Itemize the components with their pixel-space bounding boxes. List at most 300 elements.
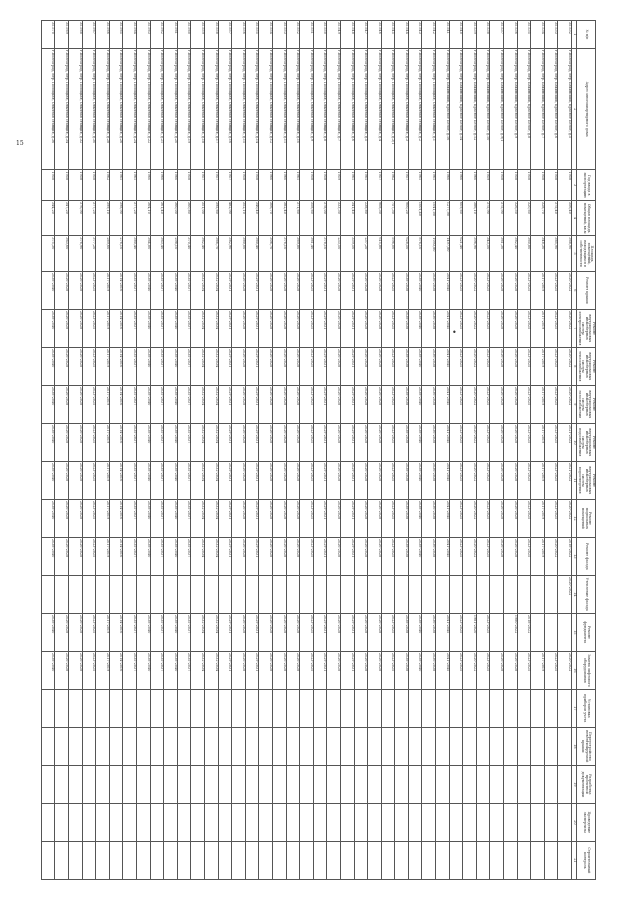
- period-cell: 2023-2025: [476, 385, 490, 423]
- period-cell: 2035-2037: [177, 461, 191, 499]
- period-cell: 2029-2031: [245, 613, 259, 651]
- owned-area-cell: 361,40: [300, 236, 314, 271]
- period-cell: 2026-2028: [272, 537, 286, 575]
- period-cell: [517, 841, 531, 879]
- address-cell: г.Волгоград, пер. Бакинский, Красное Белое, д.6: [544, 48, 558, 170]
- period-cell: 2026-2028: [259, 613, 273, 651]
- table-row: [41, 21, 55, 880]
- period-cell: [408, 689, 422, 727]
- period-cell: [55, 689, 69, 727]
- owned-area-cell: 360,80: [517, 236, 531, 271]
- period-cell: [354, 765, 368, 803]
- period-cell: [41, 689, 55, 727]
- column-header: Разработка проектной документации: [577, 765, 596, 803]
- area-cell: 908,30: [368, 200, 382, 235]
- owned-area-cell: 376,10: [272, 236, 286, 271]
- period-cell: 2029-2031: [340, 385, 354, 423]
- period-cell: [476, 803, 490, 841]
- period-cell: 2026-2028: [69, 385, 83, 423]
- period-cell: 2026-2028: [55, 309, 69, 347]
- period-cell: [436, 689, 450, 727]
- area-cell: 375,90: [490, 200, 504, 235]
- period-cell: [558, 613, 572, 651]
- period-cell: 2026-2028: [55, 613, 69, 651]
- owned-area-cell: 382,40: [504, 236, 518, 271]
- period-cell: 2032-2034: [191, 613, 205, 651]
- year-cell: 1958: [504, 170, 518, 200]
- period-cell: 2021-2022: [558, 423, 572, 461]
- period-cell: 2038-2040: [137, 499, 151, 537]
- table-row: [150, 21, 164, 880]
- period-cell: [449, 841, 463, 879]
- table-row: [109, 21, 123, 880]
- address-cell: г.Волгоград, пер. Полоцкая, Опытная станция, д.15: [232, 48, 246, 170]
- area-cell: 382,40: [272, 200, 286, 235]
- period-cell: [531, 689, 545, 727]
- period-cell: 2032-2034: [205, 423, 219, 461]
- period-cell: 2026-2028: [368, 537, 382, 575]
- period-cell: 2023-2025: [476, 651, 490, 689]
- address-cell: г.Волгоград, пер. Полоцкая, Опытная станция, д.1: [422, 48, 436, 170]
- period-cell: [408, 841, 422, 879]
- period-cell: 2023-2025: [381, 499, 395, 537]
- period-cell: 2035-2037: [150, 309, 164, 347]
- area-cell: 358,60: [300, 200, 314, 235]
- period-cell: 2026-2028: [272, 347, 286, 385]
- table-row: [408, 21, 422, 880]
- area-cell: 341,40: [340, 200, 354, 235]
- year-cell: 1957: [218, 170, 232, 200]
- area-cell: 238,80: [354, 200, 368, 235]
- year-cell: 1958: [232, 170, 246, 200]
- period-cell: 2029-2031: [340, 309, 354, 347]
- period-cell: 2038-2040: [41, 651, 55, 689]
- period-cell: 2038-2038: [395, 537, 409, 575]
- period-cell: 2036-2038: [422, 347, 436, 385]
- period-cell: [531, 803, 545, 841]
- period-cell: 2029-2031: [218, 271, 232, 309]
- column-header: Ремонт подвальных помещений: [577, 499, 596, 537]
- period-cell: [218, 841, 232, 879]
- period-cell: [381, 765, 395, 803]
- period-cell: [463, 841, 477, 879]
- period-cell: 2032-2034: [191, 385, 205, 423]
- period-cell: 2038-2038: [395, 347, 409, 385]
- period-cell: 2017-2019: [531, 423, 545, 461]
- period-cell: [517, 803, 531, 841]
- period-cell: [286, 803, 300, 841]
- period-cell: 2038-2038: [395, 385, 409, 423]
- period-cell: [327, 841, 341, 879]
- period-cell: 2026-2028: [272, 461, 286, 499]
- address-cell: г.Волгоград, пер. Полоцкая, Опытная станция, д.28: [96, 48, 110, 170]
- period-cell: [313, 575, 327, 613]
- period-cell: 2023-2025: [517, 461, 531, 499]
- period-cell: [340, 765, 354, 803]
- period-cell: 2038-2040: [164, 309, 178, 347]
- area-cell: 376,90: [69, 200, 83, 235]
- owned-area-cell: 615,80: [368, 236, 382, 271]
- period-cell: 2038-2038: [395, 461, 409, 499]
- stray-mark: •: [452, 328, 457, 337]
- area-cell: 333,30: [327, 200, 341, 235]
- period-cell: 2026-2028: [368, 461, 382, 499]
- period-cell: 2023-2025: [476, 271, 490, 309]
- year-cell: 1957: [205, 170, 219, 200]
- period-cell: 2026-2028: [232, 461, 246, 499]
- owned-area-cell: 361,30: [490, 236, 504, 271]
- row-number: 35.534: [531, 21, 545, 49]
- period-cell: 2023-2025: [517, 499, 531, 537]
- period-cell: 2014-2016: [109, 347, 123, 385]
- period-cell: 2038-2040: [408, 499, 422, 537]
- period-cell: [205, 803, 219, 841]
- period-cell: 2029-2031: [313, 309, 327, 347]
- period-cell: 2035-2037: [150, 613, 164, 651]
- period-cell: 2035-2037: [177, 613, 191, 651]
- period-cell: [313, 803, 327, 841]
- row-number: 35.552: [286, 21, 300, 49]
- period-cell: 2020-2022: [558, 271, 572, 309]
- year-cell: 1960: [164, 170, 178, 200]
- period-cell: 2035-2037: [123, 385, 137, 423]
- period-cell: 2026-2028: [272, 499, 286, 537]
- year-cell: 1961: [354, 170, 368, 200]
- column-header: Ремонт фасада: [577, 537, 596, 575]
- period-cell: 2026-2028: [490, 309, 504, 347]
- period-cell: 2023-2025: [476, 461, 490, 499]
- period-cell: 2014-2016: [109, 537, 123, 575]
- period-cell: 2026-2028: [286, 271, 300, 309]
- period-cell: 2023-2025: [82, 385, 96, 423]
- period-cell: [137, 841, 151, 879]
- period-cell: [422, 803, 436, 841]
- period-cell: 2026-2028: [490, 347, 504, 385]
- period-cell: 2023-2025: [449, 385, 463, 423]
- area-cell: 347,20: [55, 200, 69, 235]
- period-cell: [504, 689, 518, 727]
- period-cell: 2035-2037: [123, 271, 137, 309]
- period-cell: 2026-2028: [368, 651, 382, 689]
- period-cell: 2026-2028: [55, 347, 69, 385]
- period-cell: [490, 727, 504, 765]
- column-number: 16: [572, 651, 577, 689]
- area-cell: 361,40: [150, 200, 164, 235]
- row-number: 35.546: [368, 21, 382, 49]
- period-cell: [191, 689, 205, 727]
- period-cell: 2026-2028: [490, 499, 504, 537]
- period-cell: [340, 803, 354, 841]
- period-cell: [82, 841, 96, 879]
- period-cell: [55, 841, 69, 879]
- area-cell: 360,80: [177, 200, 191, 235]
- period-cell: 2023-2025: [476, 537, 490, 575]
- owned-area-cell: 396,90: [463, 236, 477, 271]
- address-cell: г.Волгоград, пер. Полоцкая, Опытная станция, д.17: [205, 48, 219, 170]
- owned-area-cell: 343,50: [476, 236, 490, 271]
- period-cell: [205, 575, 219, 613]
- area-cell: 356,40: [558, 200, 572, 235]
- year-cell: 1958: [490, 170, 504, 200]
- period-cell: [368, 803, 382, 841]
- row-number: 35.540: [449, 21, 463, 49]
- column-number: 3: [572, 170, 577, 200]
- period-cell: 2038-2040: [164, 385, 178, 423]
- period-cell: 2035-2037: [177, 385, 191, 423]
- period-cell: 2038-2040: [164, 347, 178, 385]
- period-cell: 2026-2028: [327, 613, 341, 651]
- period-cell: 2023-2025: [300, 537, 314, 575]
- column-number: 12: [572, 499, 577, 537]
- period-cell: 2038-2040: [137, 347, 151, 385]
- period-cell: 2023-2025: [82, 461, 96, 499]
- period-cell: [205, 727, 219, 765]
- period-cell: [41, 727, 55, 765]
- period-cell: [177, 765, 191, 803]
- column-number: 18: [572, 727, 577, 765]
- table-row: [245, 21, 259, 880]
- period-cell: 2014-2016: [109, 309, 123, 347]
- column-header: Ремонт внутридомовых инженерных систем теплоснабжения: [577, 347, 596, 385]
- period-cell: [232, 727, 246, 765]
- row-number: 35.560: [177, 21, 191, 49]
- period-cell: [259, 575, 273, 613]
- owned-area-cell: 621,40: [449, 236, 463, 271]
- year-cell: 1960: [272, 170, 286, 200]
- period-cell: [368, 841, 382, 879]
- period-cell: [259, 689, 273, 727]
- period-cell: [300, 765, 314, 803]
- period-cell: [463, 575, 477, 613]
- owned-area-cell: 237,20: [354, 236, 368, 271]
- period-cell: [177, 727, 191, 765]
- owned-area-cell: 596,00: [381, 236, 395, 271]
- period-cell: 2026-2028: [354, 461, 368, 499]
- address-cell: г.Волгоград, пер. Бакинский, Красное Белое, д.16: [436, 48, 450, 170]
- period-cell: [354, 841, 368, 879]
- period-cell: [55, 765, 69, 803]
- period-cell: 2026-2028: [69, 271, 83, 309]
- period-cell: [449, 765, 463, 803]
- period-cell: [41, 841, 55, 879]
- table-row: [558, 21, 572, 880]
- period-cell: 2035-2037: [123, 613, 137, 651]
- area-cell: 328,70: [531, 200, 545, 235]
- period-cell: 2026-2028: [286, 309, 300, 347]
- period-cell: 2029-2031: [313, 537, 327, 575]
- period-cell: [109, 803, 123, 841]
- column-number: 20: [572, 803, 577, 841]
- period-cell: [69, 803, 83, 841]
- column-number: 10: [572, 423, 577, 461]
- period-cell: 2038-2040: [408, 309, 422, 347]
- period-cell: 2035-2037: [123, 461, 137, 499]
- table-row: [313, 21, 327, 880]
- period-cell: [436, 765, 450, 803]
- area-cell: 900,20: [395, 200, 409, 235]
- period-cell: 2023-2025: [476, 423, 490, 461]
- period-cell: [531, 841, 545, 879]
- period-cell: [245, 689, 259, 727]
- address-cell: г.Волгоград, пер. Полоцкая, Опытная станция, д.19: [177, 48, 191, 170]
- year-cell: 1961: [109, 170, 123, 200]
- period-cell: 2036-2038: [422, 499, 436, 537]
- period-cell: [408, 575, 422, 613]
- period-cell: [354, 803, 368, 841]
- owned-area-cell: 363,60: [55, 236, 69, 271]
- address-cell: г.Волгоград, пер. Полоцкая, Опытная станция, д.3/1: [381, 48, 395, 170]
- period-cell: [422, 689, 436, 727]
- period-cell: 2041-2045: [436, 423, 450, 461]
- year-cell: 1962: [96, 170, 110, 200]
- address-cell: г.Волгоград, пер. Полоцкая, Опытная станция, д.7: [327, 48, 341, 170]
- period-cell: 2023-2025: [476, 309, 490, 347]
- period-cell: 2023-2025: [381, 537, 395, 575]
- address-cell: г.Волгоград, пер. Бакинский, Красное Белое, д.14: [449, 48, 463, 170]
- owned-area-cell: 298,10: [164, 236, 178, 271]
- period-cell: 2029-2031: [313, 651, 327, 689]
- period-cell: [395, 765, 409, 803]
- period-cell: 2026-2028: [327, 347, 341, 385]
- period-cell: [449, 689, 463, 727]
- column-number: 17: [572, 689, 577, 727]
- period-cell: [286, 689, 300, 727]
- table-row: [476, 21, 490, 880]
- period-cell: 1981-2020: [463, 613, 477, 651]
- column-header: Ремонт фундамента: [577, 613, 596, 651]
- period-cell: 2029-2031: [313, 347, 327, 385]
- row-number: 35.564: [123, 21, 137, 49]
- owned-area-cell: 269,60: [96, 236, 110, 271]
- period-cell: 2029-2031: [340, 651, 354, 689]
- period-cell: 2020-2022: [558, 347, 572, 385]
- table-row: [259, 21, 273, 880]
- column-header: Замена лифтового оборудования: [577, 651, 596, 689]
- table-row: [449, 21, 463, 880]
- period-cell: 2020-2022: [463, 537, 477, 575]
- address-cell: г.Волгоград, пер. Полоцкая, Опытная станция, д.12: [259, 48, 273, 170]
- period-cell: 2035-2037: [177, 423, 191, 461]
- period-cell: 2026-2028: [327, 271, 341, 309]
- period-cell: 2017-2019: [96, 385, 110, 423]
- period-cell: 2014-2016: [109, 499, 123, 537]
- period-cell: 2029-2031: [218, 613, 232, 651]
- period-cell: [476, 765, 490, 803]
- period-cell: 2020-2022: [558, 651, 572, 689]
- period-cell: [531, 575, 545, 613]
- period-cell: 2026-2028: [504, 309, 518, 347]
- period-cell: 2029-2031: [218, 537, 232, 575]
- period-cell: 2017-2019: [531, 271, 545, 309]
- year-cell: 1958: [313, 170, 327, 200]
- period-cell: 2041-2045: [436, 385, 450, 423]
- column-number: 11: [572, 461, 577, 499]
- table-body: [41, 21, 571, 880]
- period-cell: 2023-2025: [544, 347, 558, 385]
- period-cell: 2026-2028: [259, 347, 273, 385]
- year-cell: 1961: [123, 170, 137, 200]
- period-cell: [381, 841, 395, 879]
- year-cell: 1959: [327, 170, 341, 200]
- address-cell: г.Волгоград, пер. Бакинский, Красное Белое, д.12: [463, 48, 477, 170]
- row-number: 35.561: [164, 21, 178, 49]
- period-cell: [300, 727, 314, 765]
- period-cell: 2026-2028: [69, 347, 83, 385]
- period-cell: [463, 727, 477, 765]
- period-cell: [109, 575, 123, 613]
- period-cell: [422, 575, 436, 613]
- row-number: 35.542: [422, 21, 436, 49]
- period-cell: [69, 841, 83, 879]
- period-cell: 2023-2025: [544, 651, 558, 689]
- period-cell: [490, 841, 504, 879]
- period-cell: 2038-2040: [408, 271, 422, 309]
- period-cell: [259, 803, 273, 841]
- period-cell: [150, 841, 164, 879]
- column-header: Установка приборов учета: [577, 689, 596, 727]
- row-number: 35.558: [205, 21, 219, 49]
- period-cell: 2026-2028: [368, 347, 382, 385]
- period-cell: 2032-2034: [205, 537, 219, 575]
- period-cell: 2026-2028: [286, 423, 300, 461]
- period-cell: [490, 613, 504, 651]
- area-cell: 395,60: [205, 200, 219, 235]
- table-row: [504, 21, 518, 880]
- period-cell: [123, 727, 137, 765]
- period-cell: 2023-2025: [476, 499, 490, 537]
- period-cell: [123, 803, 137, 841]
- period-cell: [164, 575, 178, 613]
- period-cell: 2017-2019: [96, 347, 110, 385]
- period-cell: 2023-2025: [544, 423, 558, 461]
- period-cell: [41, 765, 55, 803]
- period-cell: 2026-2028: [232, 499, 246, 537]
- table-header-row: [577, 21, 596, 880]
- year-cell: 1958: [55, 170, 69, 200]
- row-number: 35.554: [259, 21, 273, 49]
- column-number: 4: [572, 200, 577, 235]
- period-cell: 2032-2034: [191, 651, 205, 689]
- table-row: [531, 21, 545, 880]
- address-cell: г.Волгоград, пер. Бакинский, Красное Белое, д.8: [517, 48, 531, 170]
- period-cell: 2014-2016: [109, 461, 123, 499]
- period-cell: [259, 727, 273, 765]
- period-cell: [449, 575, 463, 613]
- area-cell: 399,10: [96, 200, 110, 235]
- period-cell: 2023-2025: [449, 537, 463, 575]
- year-cell: 1958: [531, 170, 545, 200]
- period-cell: [368, 689, 382, 727]
- period-cell: 2026-2028: [368, 423, 382, 461]
- period-cell: 2029-2031: [218, 499, 232, 537]
- period-cell: [436, 841, 450, 879]
- period-cell: 2023-2025: [449, 651, 463, 689]
- year-cell: 1958: [82, 170, 96, 200]
- period-cell: [476, 575, 490, 613]
- period-cell: [123, 765, 137, 803]
- column-number-row: [572, 21, 577, 880]
- column-number: 9: [572, 385, 577, 423]
- period-cell: [109, 841, 123, 879]
- period-cell: [96, 689, 110, 727]
- year-cell: 1960: [150, 170, 164, 200]
- period-cell: [82, 727, 96, 765]
- owned-area-cell: 276,10: [109, 236, 123, 271]
- row-number: 35.548: [340, 21, 354, 49]
- column-header: Ремонт внутридомовых инженерных систем электроснабжения: [577, 311, 596, 346]
- period-cell: 2036-2038: [422, 651, 436, 689]
- period-cell: [558, 803, 572, 841]
